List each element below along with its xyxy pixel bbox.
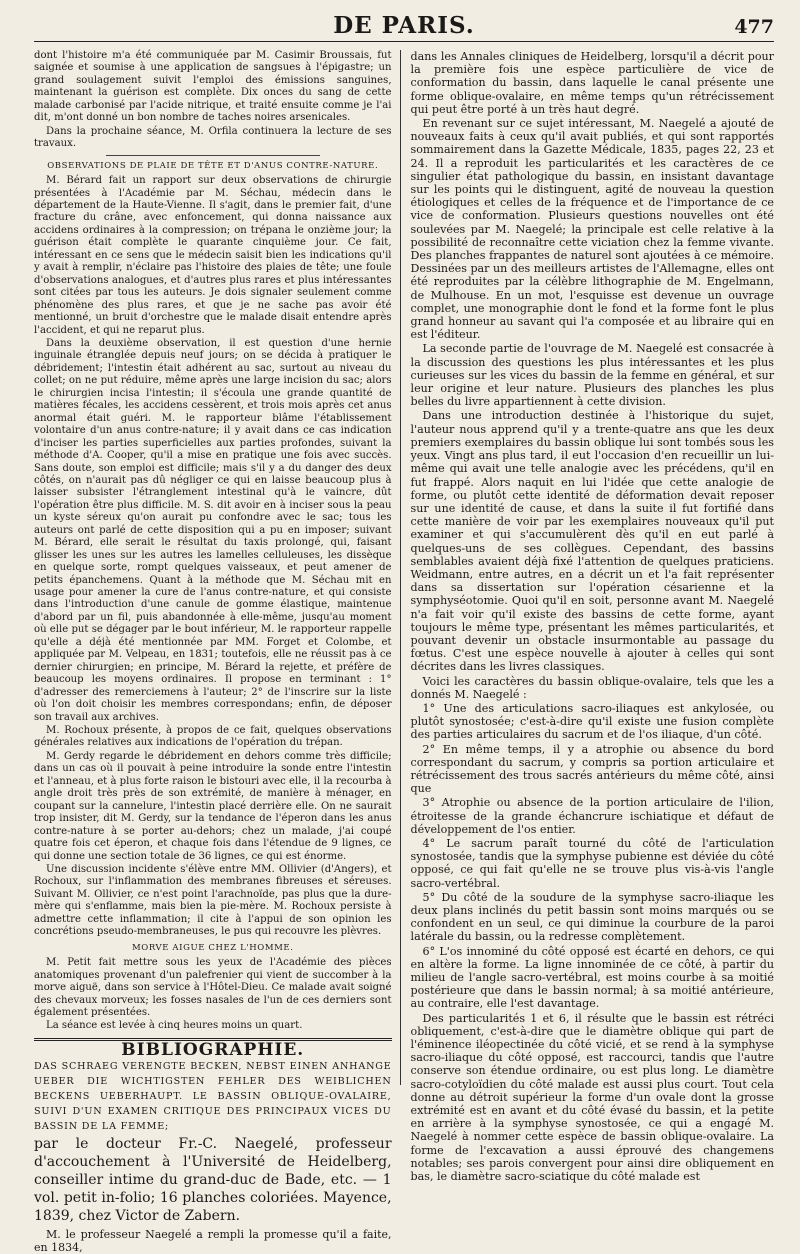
paragraph: M. Petit fait mettre sous les yeux de l'Académie des pièces anatomiques provenant d'un palefrenier qui vient de succomber à la morve aiguë, dans son service à l'Hôtel-Dieu. Ce malade avait soigné des chevaux morveux; les fosses nasales de l'un de ces derniers sont également présentées. [34, 957, 392, 1018]
columns [34, 50, 774, 1254]
section-heading: OBSERVATIONS DE PLAIE DE TÊTE ET D'ANUS CONTRE-NATURE. [47, 160, 379, 171]
left-column [34, 50, 398, 1254]
paragraph: La seconde partie de l'ouvrage de M. Naegelé est consacrée à la discussion des questions les plus intéressantes et les plus curieuses sur les vices du bassin de la femme en général, et sur leur origine et leur nature. Plusieurs des planches les plus belles du livre appartiennent à cette division. [410, 342, 774, 409]
paragraph: dont l'histoire m'a été communiquée par M. Casimir Broussais, fut saignée et soumise à une application de sangsues à l'épigastre; un grand soulagement suivit l'emploi des émissions sanguines, maintenant la guérison est complète. Dix onces du sang de cette malade carbonisé par l'acide nitrique, et traité ensuite comme je l'ai dit, m'ont donné un bon nombre de taches noires arsenicales. [34, 50, 392, 124]
paragraph: Dans une introduction destinée à l'historique du sujet, l'auteur nous apprend qu'il y a trente-quatre ans que les deux premiers exemplaires du bassin oblique lui sont tombés sous les yeux. Vingt ans plus tard, il eut l'occasion d'en recueillir un lui-même qui avait une telle analogie avec les précédens, qu'il en fut frappé. Alors naquit en lui l'idée que cette analogie de forme, ou plutôt cette identité de déformation devait reposer sur une identité de cause, et dans la suite il fut fortifié dans cette manière de voir par les exemplaires nouveaux qu'il put examiner et qui s'accumulèrent dès qu'il en eut parlé à quelques-uns de ses collègues. Cependant, des bassins semblables avaient déjà fixé l'attention de quelques praticiens. Weidmann, entre autres, en a décrit un et l'a fait représenter dans sa dissertation sur l'opération césarienne et la symphyséotomie. Quoi qu'il en soit, personne avant M. Naegelé n'a fait voir qu'il existe des bassins de cette forme, ayant toujours le même type, présentant les mêmes particularités, et pouvant devenir un obstacle insurmontable au passage du fœtus. C'est une espèce nouvelle à ajouter à celles qui sont décrites dans les livres classiques. [410, 409, 774, 674]
paragraph: M. Gerdy regarde le débridement en dehors comme très difficile; dans un cas où il pouvait à peine introduire la sonde entre l'intestin et l'anneau, et à plus forte raison le bistouri avec elle, il la recourba à angle droit très près de son extrémité, de manière à ménager, en coupant sur la cannelure, l'intestin placé derrière elle. On ne saurait trop insister, dit M. Gerdy, sur la tendance de l'éperon dans les anus contre-nature à se porter au-dehors; chez un malade, j'ai coupé quatre fois cet éperon, et chaque fois dans l'étendue de 9 lignes, ce qui donne une section totale de 36 lignes, ce qui est énorme. [34, 750, 392, 862]
bibliography-heading: BIBLIOGRAPHIE. [121, 1039, 305, 1060]
paragraph: 6° L'os innominé du côté opposé est écarté en dehors, ce qui en altère la forme. La ligne innominée de ce côté, à partir du milieu de l'angle sacro-vertébral, est moins courbe à sa moitié postérieure que dans le bassin normal; à sa moitié antérieure, au contraire, elle l'est davantage. [410, 944, 774, 1011]
paragraph: M. Bérard fait un rapport sur deux observations de chirurgie présentées à l'Académie par M. Séchau, médecin dans le département de la Haute-Vienne. Il s'agit, dans le premier fait, d'une fracture du crâne, avec enfoncement, qui donna naissance aux accidens ordinaires à la compression; on trépana le onzième jour; la guérison était complète le quarante cinquième jour. Ce fait, intéressant en ce sens que le médecin saisit bien les indications qu'il y avait à remplir, n'éclaire pas l'histoire des plaies de tête; une foule d'observations analogues, et d'autres plus rares et plus intéressantes sont citées par tous les auteurs. Je dois signaler seulement comme phénomène des plus rares, et que je ne sache pas avoir été mentionné, un bruit d'orchestre que le malade disait entendre après l'accident, et qui ne reparut plus. [34, 175, 392, 336]
paragraph: M. le professeur Naegelé a rempli la promesse qu'il a faite, en 1834, [34, 1228, 392, 1254]
paragraph: dans les Annales cliniques de Heidelberg, lorsqu'il a décrit pour la première fois une espèce particulière de vice de conformation du bassin, dans laquelle le canal présente une forme oblique-ovalaire, en même temps qu'un rétrécissement qui peut être porté à un très haut degré. [410, 50, 774, 116]
paragraph: 1° Une des articulations sacro-iliaques est ankylosée, ou plutôt synostosée; c'est-à-dire qu'il existe une fusion complète des parties articulaires du sacrum et de l'os iliaque, d'un côté. [410, 701, 774, 742]
right-column [403, 50, 774, 1184]
paragraph: 4° Le sacrum paraît tourné du côté de l'articulation synostosée, tandis que la symphyse pubienne est déviée du côté opposé, ce qui fait qu'elle ne se trouve plus vis-à-vis l'angle sacro-vertébral. [410, 836, 774, 890]
paragraph: Dans la deuxième observation, il est question d'une hernie inguinale étranglée depuis neuf jours; on se décida à pratiquer le débridement; l'intestin était adhérent au sac, surtout au niveau du collet; on ne put réduire, même après une large incision du sac; alors le chirurgien incisa l'intestin; il s'écoula une grande quantité de matières fécales, les accidens cessèrent, et trois mois après cet anus anormal était guéri. M. le rapporteur blâme l'établissement volontaire d'un anus contre-nature; il y avait dans ce cas indication d'inciser les parties superficielles aux parties profondes, suivant la méthode d'A. Cooper, qu'il a mise en pratique une fois avec succès. Sans doute, son emploi est difficile; mais s'il y a du danger des deux côtés, on n'aurait pas dû négliger ce qui en laisse beaucoup plus à laisser subsister l'étranglement intestinal qu'à le vaincre, dût l'opération être plus difficile. M. S. dit avoir en à inciser sous la peau un kyste séreux qu'on aurait pu confondre avec le sac; tous les auteurs ont parlé de cette disposition qui a pu en imposer; suivant M. Bérard, elle serait le résultat du taxis prolongé, qui, faisant glisser les unes sur les autres les lamelles celluleuses, les dissèque en quelque sorte, rompt quelques vaisseaux, et peut amener de petits épanchemens. Quant à la méthode que M. Séchau mit en usage pour amener la cure de l'anus contre-nature, et qui consiste dans l'introduction d'une canule de gomme élastique, maintenue d'abord par un fil, puis abandonnée à elle-même, jusqu'au moment où elle put se dégager par le bout inférieur, M. le rapporteur rappelle qu'elle a déjà été mentionnée par MM. Forget et Colombe, et appliquée par M. Velpeau, en 1831; toutefois, elle ne réussit pas à ce dernier chirurgien; en principe, M. Bérard la rejette, et préfère de beaucoup les moyens ordinaires. Il propose en terminant : 1° d'adresser des remerciemens à l'auteur; 2° de l'inscrire sur la liste où l'on doit choisir les membres correspondans; enfin, de déposer son travail aux archives. [34, 337, 392, 723]
paragraph: Des particularités 1 et 6, il résulte que le bassin est rétréci obliquement, c'est-à-dire que le diamètre oblique qui part de l'éminence iléopectinée du côté vicié, et se rend à la symphyse sacro-iliaque du côté opposé, est raccourci, tandis que l'autre conserve son étendue ordinaire, ou est plus long. Le diamètre sacro-cotyloïdien du côté malade est aussi plus court. Tout cela donne au détroit supérieur la forme d'un ovale dont la grosse extrémité est en avant et du côté évasé du bassin, et la petite en arrière à la symphyse synostosée, ce qui a engagé M. Naegelé à nommer cette espèce de bassin oblique-ovalaire. La forme de l'excavation a aussi éprouvé des changemens notables; ses parois convergent pour ainsi dire obliquement en bas, le diamètre sacro-sciatique du côté malade est [410, 1011, 774, 1184]
paragraph: Une discussion incidente s'élève entre MM. Ollivier (d'Angers), et Rochoux, sur l'inflammation des membranes fibreuses et séreuses. Suivant M. Ollivier, ce n'est point l'arachnoïde, pas plus que la dure-mère qui s'enflamme, mais bien la pie-mère. M. Rochoux persiste à admettre cette inflammation; il cite à l'appui de son opinion les concrétions pseudo-membraneuses, le pus qui recouvre les plèvres. [34, 864, 392, 938]
paragraph: En revenant sur ce sujet intéressant, M. Naegelé a ajouté de nouveaux faits à ceux qu'il avait publiés, et qui sont rapportés sommairement dans la Gazette Médicale, 1835, pages 22, 23 et 24. Il a reproduit les particularités et les caractères de ce singulier état pathologique du bassin, en insistant davantage sur les points qui le distinguent, agité de nouveau la question étiologiques et celles de la fréquence et de l'importance de ce vice de conformation. Plusieurs questions nouvelles ont été soulevées par M. Naegelé; la principale est celle relative à la possibilité de reconnaître cette viciation chez la femme vivante. Des planches frappantes de naturel sont ajoutées à ce mémoire. Dessinées par un des meilleurs artistes de l'Allemagne, elles ont été reproduites par la célèbre lithographie de M. Engelmann, de Mulhouse. En un mot, l'esquisse est devenue un ouvrage complet, une monographie dont le fond et la forme font le plus grand honneur au savant qui l'a composée et au libraire qui en est l'éditeur. [410, 117, 774, 342]
paragraph: 2° En même temps, il y a atrophie ou absence du bord correspondant du sacrum, y compris sa portion articulaire et rétrécissement des trous sacrés antérieurs du même côté, ainsi que [410, 742, 774, 796]
book-info: par le docteur Fr.-C. Naegelé, professeur d'accouchement à l'Université de Heidelberg, conseiller intime du grand-duc de Bade, etc. — 1 vol. petit in-folio; 16 planches coloriées. Mayence, 1839, chez Victor de Zabern. [34, 1136, 392, 1225]
paragraph: 3° Atrophie ou absence de la portion articulaire de l'ilion, étroitesse de la grande échancrure ischiatique et défaut de développement de l'os entier. [410, 796, 774, 836]
page-header [34, 0, 774, 44]
header-rule [34, 41, 774, 42]
paragraph: Voici les caractères du bassin oblique-ovalaire, tels que les a donnés M. Naegelé : [410, 674, 774, 701]
column-divider [400, 50, 401, 1085]
section-heading: MORVE AIGUE CHEZ L'HOMME. [131, 942, 294, 953]
page-number: 477 [734, 16, 774, 38]
page-title: DE PARIS. [333, 12, 475, 39]
paragraph: Dans la prochaine séance, M. Orfila continuera la lecture de ses travaux. [34, 125, 392, 150]
paragraph: M. Rochoux présente, à propos de ce fait, quelques observations générales relatives aux indications de l'opération du trépan. [34, 725, 392, 749]
separator [106, 155, 321, 156]
paragraph: 5° Du côté de la soudure de la symphyse sacro-iliaque les deux plans inclinés du petit bassin sont moins marqués ou se confondent en un seul, ce qui diminue la courbure de la paroi latérale du bassin, ou la redresse complètement. [410, 890, 774, 944]
book-title: DAS SCHRAEG VERENGTE BECKEN, NEBST EINEN ANHANGE UEBER DIE WICHTIGSTEN FEHLER DES WEIBLICHEN BECKENS UEBERHAUPT. LE BASSIN OBLIQUE-OVALAIRE, SUIVI D'UN EXAMEN CRITIQUE DES PRINCIPAUX VICES DU BASSIN DE LA FEMME; [34, 1061, 392, 1133]
paragraph: La séance est levée à cinq heures moins un quart. [46, 1020, 303, 1032]
